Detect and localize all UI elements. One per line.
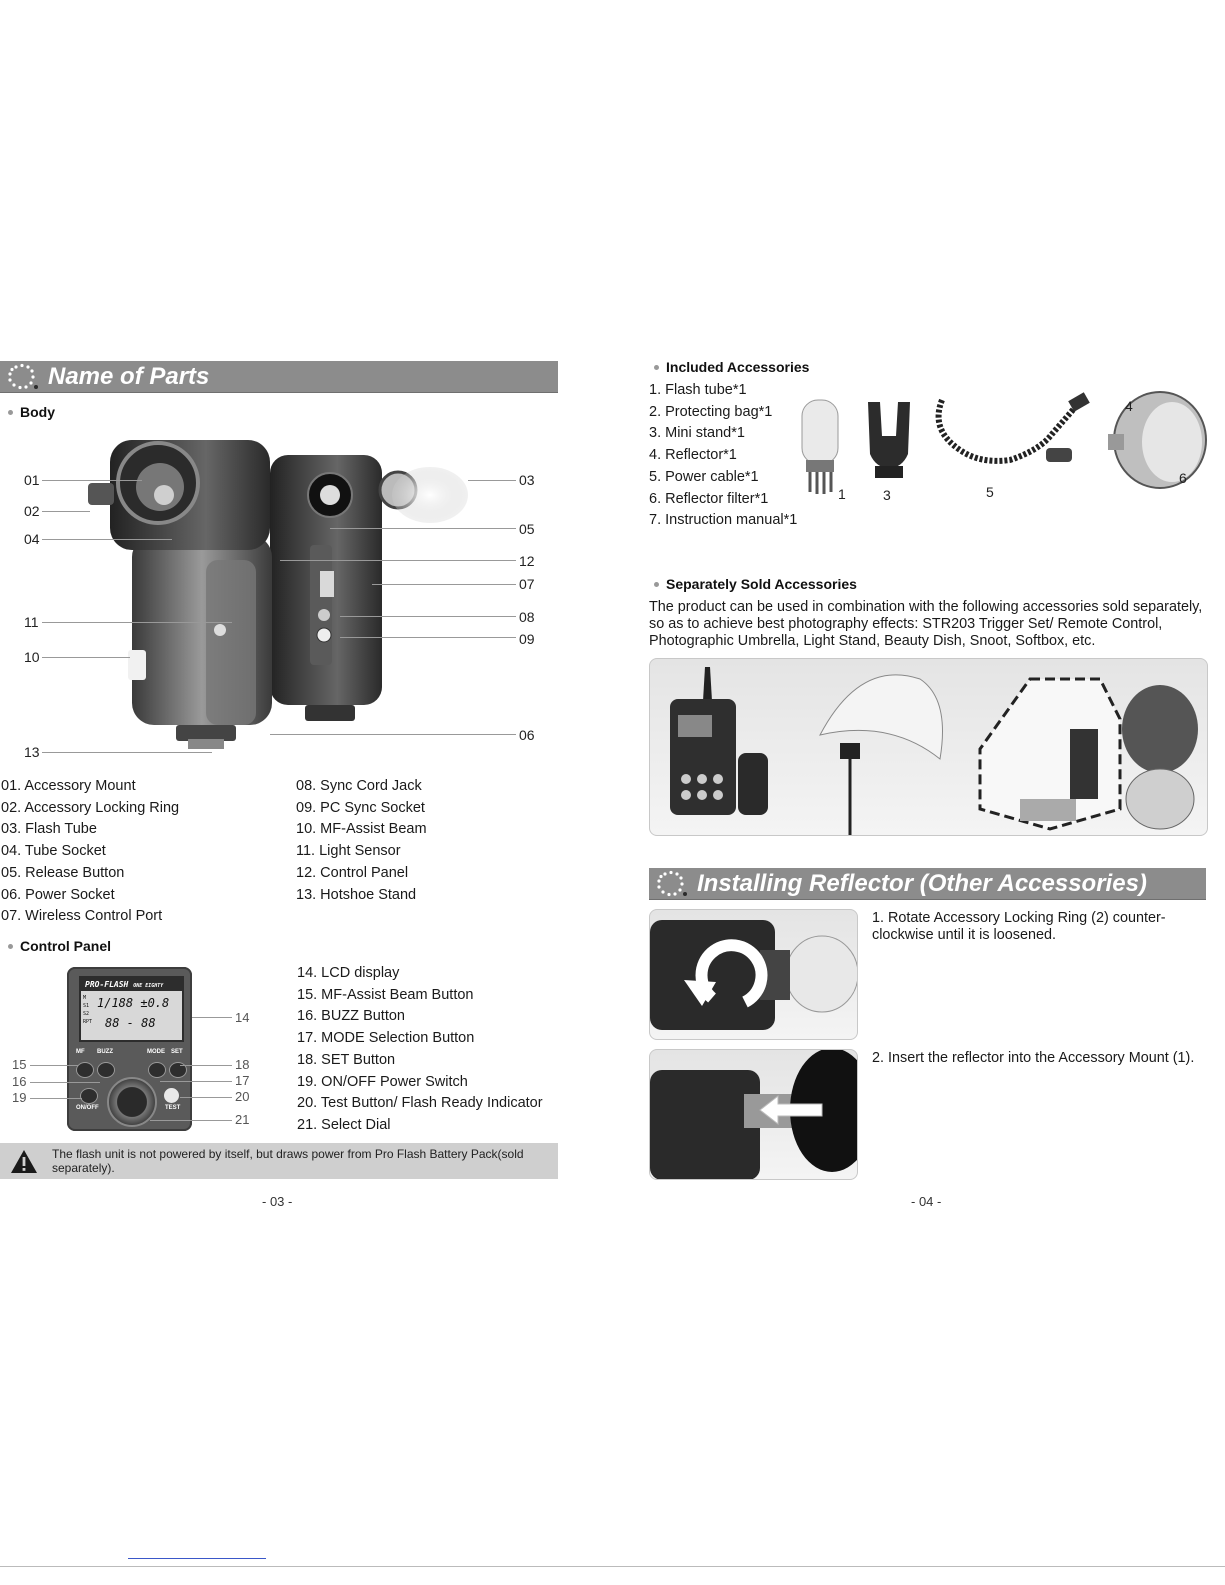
callout-13: 13	[24, 744, 40, 760]
parts-list-col1	[1, 776, 179, 928]
callout-20: 20	[235, 1089, 250, 1104]
list-item: 4. Reflector*1	[649, 447, 737, 464]
callout-02: 02	[24, 503, 40, 519]
leader-line	[372, 584, 516, 585]
photo-label-1: 1	[838, 486, 846, 502]
lcd-mode: S2	[83, 1011, 90, 1017]
onoff-switch[interactable]	[80, 1088, 98, 1104]
list-item: 06. Power Socket	[1, 886, 115, 903]
buzz-button[interactable]	[97, 1062, 115, 1078]
sold-separately-text: The product can be used in combination with the following accessories sold separately, so as to achieve best photography effects: STR203 Trigger Set/ Remote Control, Photographic Umbrella, Light Stand, Beauty Dish, Snoot, Softbox, etc.	[649, 599, 1203, 649]
callout-17: 17	[235, 1073, 250, 1088]
lcd-display	[79, 976, 184, 1042]
list-item: 11. Light Sensor	[296, 843, 401, 860]
installing-reflector-header	[649, 868, 1206, 900]
mf-label: MF	[76, 1049, 85, 1055]
brand-sub: ONE EIGHTY	[133, 983, 164, 989]
bullet-icon	[8, 944, 13, 949]
list-item: 20. Test Button/ Flash Ready Indicator	[297, 1095, 543, 1112]
list-item: 09. PC Sync Socket	[296, 799, 425, 816]
list-item: 04. Tube Socket	[1, 843, 106, 860]
note-text: The flash unit is not powered by itself, but draws power from Pro Flash Battery Pack(sold separately).	[52, 1147, 524, 1175]
callout-07: 07	[519, 576, 535, 592]
step1-text: 1. Rotate Accessory Locking Ring (2) counter-clockwise until it is loosened.	[872, 910, 1166, 943]
section-title: Name of Parts	[48, 363, 210, 390]
list-item: 18. SET Button	[297, 1051, 396, 1068]
callout-01: 01	[24, 472, 40, 488]
leader-line	[180, 1065, 232, 1066]
callout-04: 04	[24, 531, 40, 547]
list-item: 6. Reflector filter*1	[649, 490, 769, 507]
page-number: - 03 -	[262, 1194, 293, 1209]
callout-21: 21	[235, 1112, 250, 1127]
test-button[interactable]	[164, 1088, 179, 1103]
list-item: 13. Hotshoe Stand	[296, 886, 417, 903]
list-item: 10. MF-Assist Beam	[296, 821, 427, 838]
list-item: 21. Select Dial	[297, 1116, 391, 1133]
list-item: 03. Flash Tube	[1, 821, 97, 838]
onoff-label: ON/OFF	[76, 1105, 99, 1111]
leader-line	[42, 752, 212, 753]
warning-icon	[10, 1149, 38, 1174]
page-number: - 04 -	[911, 1194, 942, 1209]
bullet-icon	[8, 410, 13, 415]
insert-reflector-illustration	[650, 1050, 857, 1179]
control-panel-illustration	[67, 967, 192, 1131]
list-item: 08. Sync Cord Jack	[296, 778, 422, 794]
parts-list-col2	[296, 776, 427, 906]
list-item: 1. Flash tube*1	[649, 382, 747, 398]
leader-line	[340, 637, 516, 638]
control-panel-heading: Control Panel	[8, 938, 111, 954]
callout-08: 08	[519, 609, 535, 625]
leader-line	[42, 622, 232, 623]
list-item: 15. MF-Assist Beam Button	[297, 986, 474, 1003]
mf-assist-button[interactable]	[76, 1062, 94, 1078]
leader-line	[30, 1065, 78, 1066]
list-item: 12. Control Panel	[296, 864, 409, 881]
list-item: 02. Accessory Locking Ring	[1, 799, 180, 816]
leader-line	[468, 480, 516, 481]
panel-items-list	[297, 963, 543, 1137]
callout-03: 03	[519, 472, 535, 488]
bullet-icon	[654, 582, 659, 587]
leader-line	[340, 616, 516, 617]
photo-label-4: 4	[1125, 398, 1133, 414]
dots-ring-icon	[649, 868, 693, 899]
leader-line	[30, 1082, 100, 1083]
callout-10: 10	[24, 649, 40, 665]
bullet-icon	[654, 365, 659, 370]
warning-note	[0, 1143, 558, 1179]
leader-line	[42, 480, 142, 481]
callout-09: 09	[519, 631, 535, 647]
leader-line	[330, 528, 516, 529]
step2-text: 2. Insert the reflector into the Accessory Mount (1).	[872, 1050, 1195, 1066]
bottom-rule	[0, 1566, 1225, 1567]
callout-19: 19	[12, 1090, 27, 1105]
list-item: 7. Instruction manual*1	[649, 512, 798, 529]
list-item: 16. BUZZ Button	[297, 1008, 405, 1025]
list-item: 3. Mini stand*1	[649, 425, 745, 442]
list-item: 17. MODE Selection Button	[297, 1030, 475, 1047]
name-of-parts-header	[0, 361, 558, 393]
callout-14: 14	[235, 1010, 250, 1025]
mode-button[interactable]	[148, 1062, 166, 1078]
list-item: 19. ON/OFF Power Switch	[297, 1073, 468, 1090]
included-accessories-heading: Included Accessories	[654, 359, 809, 375]
section-title: Installing Reflector (Other Accessories)	[697, 870, 1147, 897]
set-label: SET	[171, 1049, 183, 1055]
leader-line	[180, 1097, 232, 1098]
mode-label: MODE	[147, 1049, 165, 1055]
leader-line	[150, 1120, 232, 1121]
photo-label-3: 3	[883, 487, 891, 503]
included-accessories-photo	[790, 390, 1210, 510]
leader-line	[160, 1081, 232, 1082]
step1-photo	[649, 909, 858, 1040]
flash-body-illustration	[70, 435, 510, 760]
leader-line	[270, 734, 516, 735]
sold-accessories-photo	[649, 658, 1208, 836]
list-item: 05. Release Button	[1, 864, 125, 881]
leader-line	[192, 1017, 232, 1018]
callout-11: 11	[24, 614, 39, 630]
lcd-mode: RPT	[83, 1019, 93, 1025]
photo-label-5: 5	[986, 484, 994, 500]
list-item: 5. Power cable*1	[649, 468, 759, 485]
rotate-ring-illustration	[650, 910, 857, 1039]
test-label: TEST	[165, 1105, 181, 1111]
callout-16: 16	[12, 1074, 27, 1089]
lcd-mode: M	[83, 995, 87, 1001]
body-heading: Body	[8, 404, 55, 420]
lcd-line2: 88 - 88	[105, 1016, 156, 1030]
photo-label-6: 6	[1179, 470, 1187, 486]
sold-separately-heading: Separately Sold Accessories	[654, 576, 857, 592]
list-item: 01. Accessory Mount	[1, 778, 136, 794]
callout-12: 12	[519, 553, 535, 569]
leader-line	[42, 657, 130, 658]
list-item: 07. Wireless Control Port	[1, 908, 163, 925]
callout-18: 18	[235, 1057, 250, 1072]
lcd-mode: S1	[83, 1003, 90, 1009]
dots-ring-icon	[0, 361, 44, 392]
lcd-line1: 1/188 ±0.8	[97, 996, 170, 1010]
leader-line	[42, 511, 90, 512]
leader-line	[280, 560, 516, 561]
bottom-link-underline	[128, 1558, 266, 1559]
leader-line	[42, 539, 172, 540]
callout-05: 05	[519, 521, 535, 537]
accessories-illustration	[650, 659, 1207, 835]
callout-06: 06	[519, 727, 535, 743]
included-list	[649, 380, 797, 532]
list-item: 2. Protecting bag*1	[649, 403, 773, 420]
buzz-label: BUZZ	[97, 1049, 113, 1055]
callout-15: 15	[12, 1057, 27, 1072]
list-item: 14. LCD display	[297, 965, 400, 981]
step2-photo	[649, 1049, 858, 1180]
brand-text: PRO-FLASH	[85, 980, 129, 989]
leader-line	[30, 1098, 82, 1099]
